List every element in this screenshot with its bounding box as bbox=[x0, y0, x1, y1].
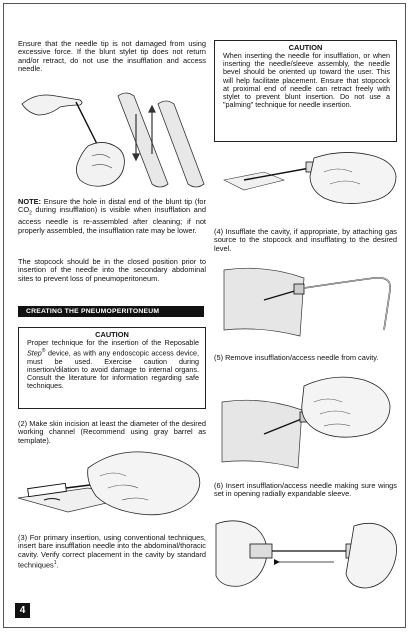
caution-box-right bbox=[214, 40, 397, 142]
page-number: 4 bbox=[15, 603, 30, 618]
needle-inspection-illustration bbox=[18, 84, 208, 194]
step-3: (3) For primary insertion, using conventional techniques, insert bare insufflation needle into the abdominal/thoracic cavity. Verify correct placement in the cavity by standard techniques$^1$. bbox=[18, 533, 206, 570]
step-4: (4) Insufflate the cavity, if appropriate, by attaching gas source to the stopcock and insufflating to the desired level. bbox=[214, 227, 397, 253]
stopcock-insertion-illustration bbox=[214, 150, 399, 220]
step-2: (2) Make skin incision at least the diameter of the desired working channel (Recommend using gray barrel as template). bbox=[18, 419, 206, 445]
needle-removal-illustration bbox=[214, 372, 399, 472]
caution-box-left bbox=[18, 327, 206, 409]
caution-title: CAUTION bbox=[95, 330, 129, 339]
step-6: (6) Insert insufflation/access needle making sure wings set in opening radially expandable sleeve. bbox=[214, 481, 397, 499]
note-paragraph: NOTE: Ensure the hole in distal end of the blunt tip (for $CO_2$ during insufflation) is visible when insufflation and access needle is re-assembled after cleaning; if not properly assembled, the insufflation rate may be lower. bbox=[18, 197, 206, 235]
sleeve-insertion-illustration bbox=[214, 514, 399, 604]
manual-page bbox=[3, 3, 406, 628]
caution-text: Proper technique for the insertion of the Reposable Step® device, as with any endoscopic access device, must be used. Exercise caution during insertion/dilation to avoid damage to internal organs. Consult the literature for information regarding safe techniques. bbox=[27, 338, 199, 391]
insufflation-illustration bbox=[214, 260, 399, 340]
section-banner: CREATING THE PNEUMOPERITONEUM bbox=[18, 306, 204, 317]
skin-incision-illustration bbox=[18, 448, 208, 522]
caution-text: When inserting the needle for insufflation, or when inserting the needle/sleeve assembly, the needle bevel should be oriented up toward the user. This will help facilitate placement. Ensure that stopcock at proximal end of needle can retract freely with stylet to prevent blunt insertion. Do not use a "palming" technique for needle insertion. bbox=[223, 51, 390, 110]
intro-paragraph: Ensure that the needle tip is not damaged from using excessive force. If the blunt stylet tip does not return and/or retract, do not use the insufflation and access needle. bbox=[18, 39, 206, 74]
stopcock-paragraph: The stopcock should be in the closed position prior to insertion of the needle into the secondary abdominal sites to prevent loss of pneumoperitoneum. bbox=[18, 257, 206, 283]
step-5: (5) Remove insufflation/access needle from cavity. bbox=[214, 353, 379, 362]
caution-title: CAUTION bbox=[288, 43, 323, 52]
